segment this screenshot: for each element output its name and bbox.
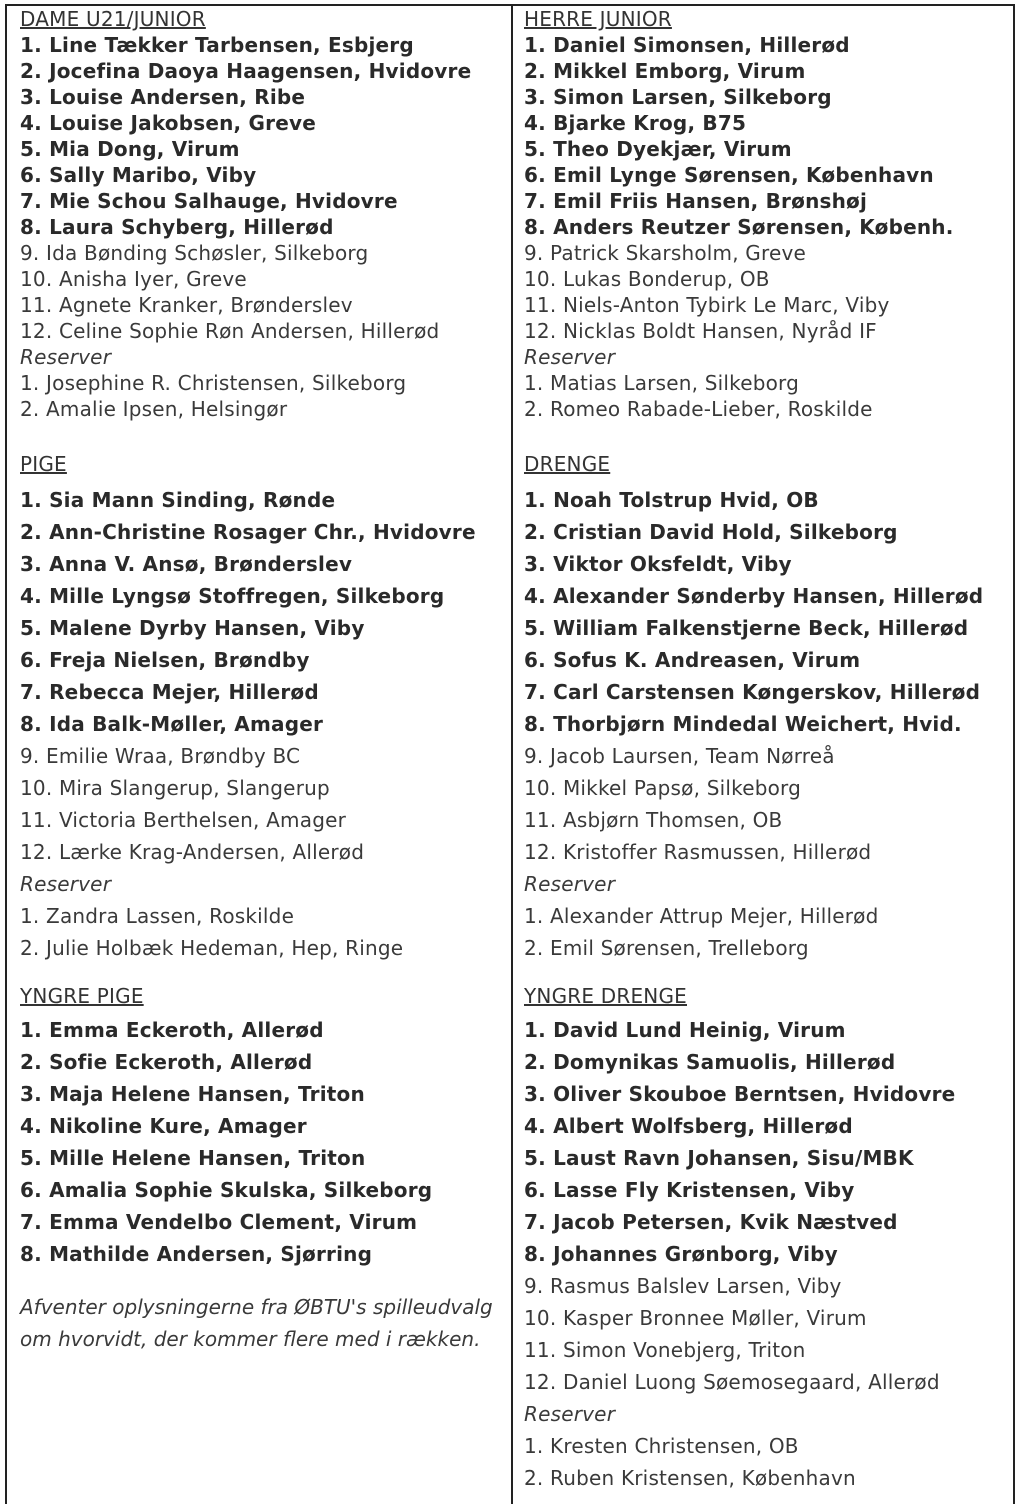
- list-entry: 9. Ida Bønding Schøsler, Silkeborg: [20, 241, 369, 265]
- list-entry: 12. Celine Sophie Røn Andersen, Hillerød: [20, 319, 440, 343]
- list-entry: 12. Lærke Krag-Andersen, Allerød: [20, 840, 365, 864]
- section-heading: YNGRE DRENGE: [524, 984, 687, 1008]
- qualified-entry: 6. Freja Nielsen, Brøndby: [20, 648, 310, 672]
- qualified-entry: 7. Emma Vendelbo Clement, Virum: [20, 1210, 418, 1234]
- reserve-entry: 2. Emil Sørensen, Trelleborg: [524, 936, 809, 960]
- list-entry: 10. Lukas Bonderup, OB: [524, 267, 770, 291]
- qualified-entry: 5. Mille Helene Hansen, Triton: [20, 1146, 366, 1170]
- qualified-entry: 1. Line Tækker Tarbensen, Esbjerg: [20, 33, 414, 57]
- qualified-entry: 6. Lasse Fly Kristensen, Viby: [524, 1178, 855, 1202]
- reserve-entry: 2. Amalie Ipsen, Helsingør: [20, 397, 288, 421]
- qualified-entry: 3. Oliver Skouboe Berntsen, Hvidovre: [524, 1082, 956, 1106]
- column-divider: [511, 4, 513, 1504]
- qualified-entry: 8. Laura Schyberg, Hillerød: [20, 215, 334, 239]
- reserve-entry: 1. Kresten Christensen, OB: [524, 1434, 799, 1458]
- qualified-entry: 2. Ann-Christine Rosager Chr., Hvidovre: [20, 520, 476, 544]
- section-heading: DRENGE: [524, 452, 611, 476]
- qualified-entry: 2. Sofie Eckeroth, Allerød: [20, 1050, 313, 1074]
- qualified-entry: 6. Amalia Sophie Skulska, Silkeborg: [20, 1178, 433, 1202]
- qualified-entry: 7. Jacob Petersen, Kvik Næstved: [524, 1210, 898, 1234]
- section-heading: YNGRE PIGE: [20, 984, 144, 1008]
- qualified-entry: 2. Jocefina Daoya Haagensen, Hvidovre: [20, 59, 472, 83]
- qualified-entry: 7. Rebecca Mejer, Hillerød: [20, 680, 319, 704]
- qualified-entry: 4. Bjarke Krog, B75: [524, 111, 747, 135]
- section-yngre-drenge: [524, 978, 1014, 1494]
- list-entry: 10. Anisha Iyer, Greve: [20, 267, 247, 291]
- reserve-entry: 1. Zandra Lassen, Roskilde: [20, 904, 295, 928]
- reserve-entry: 1. Matias Larsen, Silkeborg: [524, 371, 799, 395]
- qualified-entry: 8. Mathilde Andersen, Sjørring: [20, 1242, 373, 1266]
- qualified-entry: 4. Nikoline Kure, Amager: [20, 1114, 307, 1138]
- qualified-entry: 8. Johannes Grønborg, Viby: [524, 1242, 838, 1266]
- section-heading: DAME U21/JUNIOR: [20, 7, 206, 31]
- list-entry: 9. Emilie Wraa, Brøndby BC: [20, 744, 301, 768]
- qualified-entry: 8. Thorbjørn Mindedal Weichert, Hvid.: [524, 712, 962, 736]
- qualified-entry: 5. Malene Dyrby Hansen, Viby: [20, 616, 365, 640]
- section-dame-u21-junior: [20, 6, 506, 422]
- list-entry: 12. Nicklas Boldt Hansen, Nyråd IF: [524, 319, 877, 343]
- qualified-entry: 4. Albert Wolfsberg, Hillerød: [524, 1114, 853, 1138]
- list-entry: 10. Mira Slangerup, Slangerup: [20, 776, 330, 800]
- list-entry: 9. Jacob Laursen, Team Nørreå: [524, 744, 835, 768]
- reserve-entry: 2. Ruben Kristensen, København: [524, 1466, 856, 1490]
- qualified-entry: 5. Theo Dyekjær, Virum: [524, 137, 792, 161]
- list-entry: 11. Agnete Kranker, Brønderslev: [20, 293, 353, 317]
- qualified-entry: 6. Sofus K. Andreasen, Virum: [524, 648, 861, 672]
- list-entry: 10. Mikkel Papsø, Silkeborg: [524, 776, 802, 800]
- reserve-entry: 2. Julie Holbæk Hedeman, Hep, Ringe: [20, 936, 404, 960]
- qualified-entry: 6. Sally Maribo, Viby: [20, 163, 257, 187]
- list-entry: 12. Kristoffer Rasmussen, Hillerød: [524, 840, 872, 864]
- section-drenge: [524, 444, 1014, 964]
- qualified-entry: 5. William Falkenstjerne Beck, Hillerød: [524, 616, 969, 640]
- list-entry: 11. Niels-Anton Tybirk Le Marc, Viby: [524, 293, 890, 317]
- qualified-entry: 1. Sia Mann Sinding, Rønde: [20, 488, 336, 512]
- qualified-entry: 3. Simon Larsen, Silkeborg: [524, 85, 832, 109]
- qualified-entry: 7. Carl Carstensen Køngerskov, Hillerød: [524, 680, 981, 704]
- reserve-label: Reserver: [524, 345, 616, 369]
- reserve-label: Reserver: [20, 345, 112, 369]
- reserve-label: Reserver: [20, 872, 112, 896]
- section-herre-junior: [524, 6, 1014, 422]
- qualified-entry: 4. Alexander Sønderby Hansen, Hillerød: [524, 584, 984, 608]
- list-entry: 12. Daniel Luong Søemosegaard, Allerød: [524, 1370, 940, 1394]
- qualified-entry: 2. Cristian David Hold, Silkeborg: [524, 520, 898, 544]
- qualified-entry: 3. Viktor Oksfeldt, Viby: [524, 552, 792, 576]
- list-entry: 11. Victoria Berthelsen, Amager: [20, 808, 347, 832]
- list-entry: 11. Simon Vonebjerg, Triton: [524, 1338, 806, 1362]
- section-heading: PIGE: [20, 452, 67, 476]
- reserve-label: Reserver: [524, 872, 616, 896]
- qualified-entry: 8. Anders Reutzer Sørensen, Københ.: [524, 215, 954, 239]
- reserve-label: Reserver: [524, 1402, 616, 1426]
- list-entry: 9. Patrick Skarsholm, Greve: [524, 241, 807, 265]
- qualified-entry: 4. Mille Lyngsø Stoffregen, Silkeborg: [20, 584, 445, 608]
- qualified-entry: 1. Noah Tolstrup Hvid, OB: [524, 488, 819, 512]
- qualified-entry: 3. Louise Andersen, Ribe: [20, 85, 306, 109]
- qualified-entry: 1. David Lund Heinig, Virum: [524, 1018, 846, 1042]
- reserve-entry: 1. Josephine R. Christensen, Silkeborg: [20, 371, 407, 395]
- qualified-entry: 2. Domynikas Samuolis, Hillerød: [524, 1050, 896, 1074]
- qualified-entry: 4. Louise Jakobsen, Greve: [20, 111, 316, 135]
- qualified-entry: 7. Mie Schou Salhauge, Hvidovre: [20, 189, 398, 213]
- qualified-entry: 3. Anna V. Ansø, Brønderslev: [20, 552, 353, 576]
- pending-note: Afventer oplysningerne fra ØBTU's spilleudvalg om hvorvidt, der kommer flere med i rækken.: [20, 1295, 493, 1351]
- list-entry: 11. Asbjørn Thomsen, OB: [524, 808, 783, 832]
- reserve-entry: 2. Romeo Rabade-Lieber, Roskilde: [524, 397, 873, 421]
- section-heading: HERRE JUNIOR: [524, 7, 672, 31]
- qualified-entry: 1. Emma Eckeroth, Allerød: [20, 1018, 324, 1042]
- qualified-entry: 3. Maja Helene Hansen, Triton: [20, 1082, 365, 1106]
- qualified-entry: 2. Mikkel Emborg, Virum: [524, 59, 806, 83]
- qualified-entry: 5. Laust Ravn Johansen, Sisu/MBK: [524, 1146, 914, 1170]
- list-entry: 9. Rasmus Balslev Larsen, Viby: [524, 1274, 842, 1298]
- qualified-entry: 7. Emil Friis Hansen, Brønshøj: [524, 189, 868, 213]
- qualified-entry: 5. Mia Dong, Virum: [20, 137, 240, 161]
- reserve-entry: 1. Alexander Attrup Mejer, Hillerød: [524, 904, 879, 928]
- section-pige: [20, 444, 506, 964]
- qualified-entry: 8. Ida Balk-Møller, Amager: [20, 712, 324, 736]
- qualified-entry: 6. Emil Lynge Sørensen, København: [524, 163, 934, 187]
- section-yngre-pige: [20, 978, 506, 1355]
- list-entry: 10. Kasper Bronnee Møller, Virum: [524, 1306, 867, 1330]
- qualified-entry: 1. Daniel Simonsen, Hillerød: [524, 33, 850, 57]
